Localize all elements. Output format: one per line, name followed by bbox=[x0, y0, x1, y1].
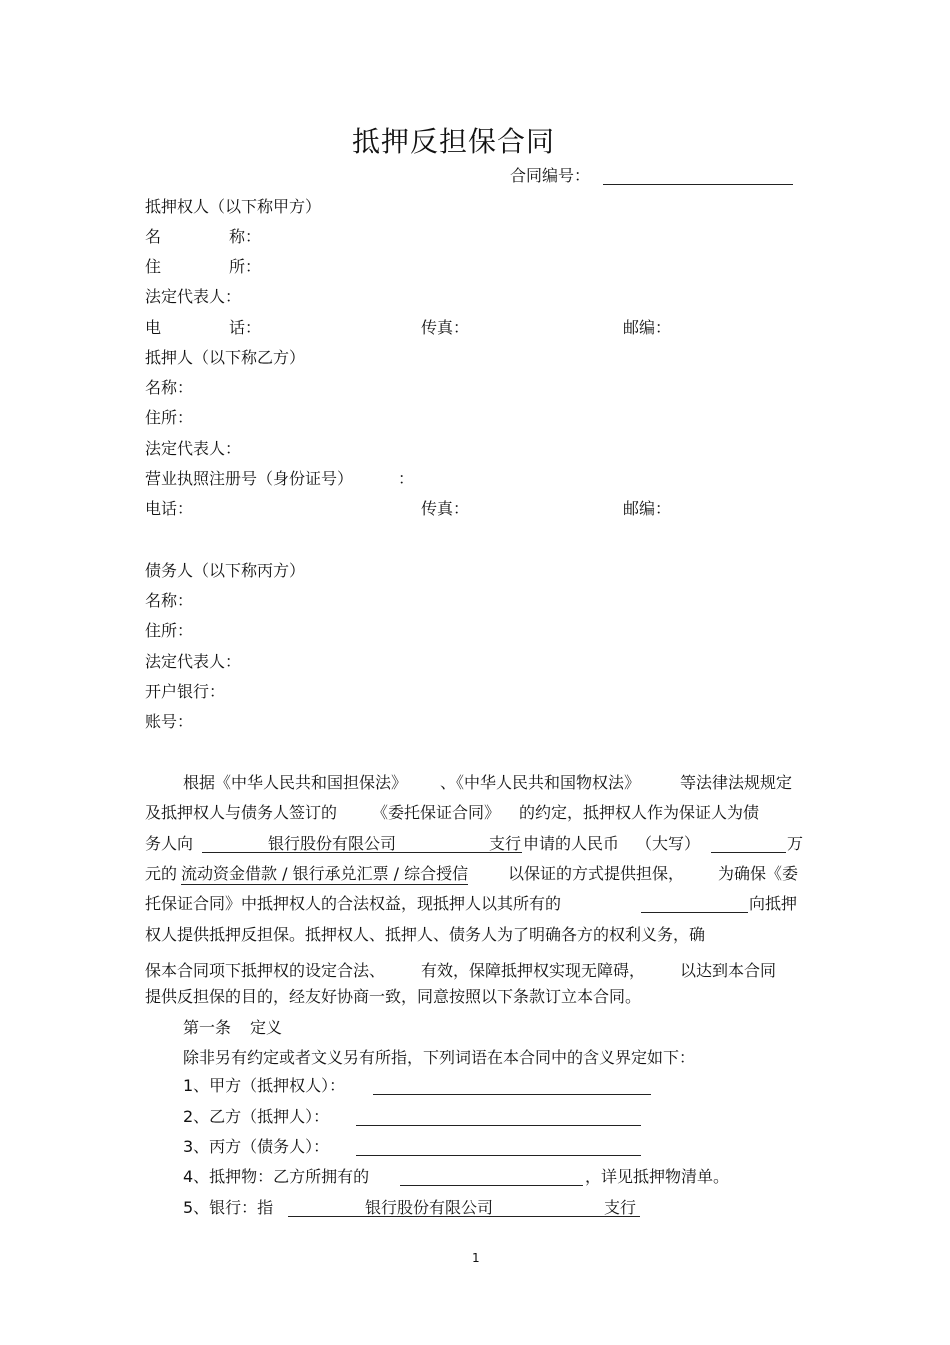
party-c-name-label: 名称： bbox=[145, 591, 194, 610]
preamble-line-4-c: 为确保《委 bbox=[718, 864, 799, 883]
party-b-representative-label: 法定代表人： bbox=[145, 439, 242, 458]
article-1-title: 定义 bbox=[250, 1018, 283, 1037]
contract-number-label: 合同编号： bbox=[510, 166, 591, 185]
party-c-representative-label: 法定代表人： bbox=[145, 652, 242, 671]
preamble-line-2-c: 的约定，抵押权人作为保证人为债 bbox=[519, 803, 760, 822]
preamble-line-1-b: 、《中华人民共和国物权法》 bbox=[440, 773, 641, 792]
party-b-license-colon: ： bbox=[398, 469, 415, 488]
credit-type-options: 流动资金借款 / 银行承兑汇票 / 综合授信 bbox=[181, 864, 469, 883]
party-a-zip-label: 邮编： bbox=[623, 318, 672, 337]
preamble-line-6: 权人提供抵押反担保。抵押权人、抵押人、债务人为了明确各方的权利义务，确 bbox=[145, 925, 706, 944]
definition-item-1: 1、甲方（抵押权人）： bbox=[183, 1076, 346, 1095]
definition-item-4-b: ，详见抵押物清单。 bbox=[585, 1167, 730, 1186]
lender-branch-label: 支行 bbox=[489, 834, 522, 853]
party-c-heading: 债务人（以下称丙方） bbox=[145, 561, 306, 580]
party-b-fax-label: 传真： bbox=[421, 499, 470, 518]
preamble-line-3-c: （大写） bbox=[636, 834, 701, 853]
preamble-line-4-a: 元的 bbox=[145, 864, 178, 883]
party-a-phone-label-2: 话： bbox=[229, 318, 262, 337]
preamble-line-7-a: 保本合同项下抵押权的设定合法、 bbox=[145, 961, 386, 980]
preamble-line-7-b: 有效，保障抵押权实现无障碍， bbox=[421, 961, 646, 980]
collateral-definition-field[interactable] bbox=[400, 1185, 583, 1186]
collateral-owner-field[interactable] bbox=[641, 912, 748, 913]
party-b-address-label: 住所： bbox=[145, 408, 194, 427]
amount-field[interactable] bbox=[711, 852, 786, 853]
party-b-license-label: 营业执照注册号（身份证号） bbox=[145, 469, 354, 488]
party-a-address-label-2: 所： bbox=[229, 257, 262, 276]
definition-item-5-a: 5、银行：指 bbox=[183, 1198, 274, 1217]
contract-number-field[interactable] bbox=[603, 184, 793, 185]
preamble-line-1-c: 等法律法规规定 bbox=[680, 773, 793, 792]
definition-item-2: 2、乙方（抵押人）： bbox=[183, 1107, 330, 1126]
preamble-line-2-a: 及抵押权人与债务人签订的 bbox=[145, 803, 338, 822]
definition-bank-name: 银行股份有限公司 bbox=[365, 1198, 494, 1217]
article-1-number: 第一条 bbox=[183, 1018, 232, 1037]
preamble-line-3-a: 务人向 bbox=[145, 834, 194, 853]
party-b-heading: 抵押人（以下称乙方） bbox=[145, 348, 306, 367]
party-a-address-label-1: 住 bbox=[145, 257, 162, 276]
definition-item-4-a: 4、抵押物：乙方所拥有的 bbox=[183, 1167, 370, 1186]
party-c-address-label: 住所： bbox=[145, 621, 194, 640]
party-b-definition-field[interactable] bbox=[356, 1125, 641, 1126]
preamble-line-1-a: 根据《中华人民共和国担保法》 bbox=[183, 773, 408, 792]
definition-item-3: 3、丙方（债务人）： bbox=[183, 1137, 330, 1156]
party-c-definition-field[interactable] bbox=[356, 1155, 641, 1156]
lender-bank-name: 银行股份有限公司 bbox=[268, 834, 397, 853]
party-a-definition-field[interactable] bbox=[373, 1094, 651, 1095]
party-a-name-label-1: 名 bbox=[145, 227, 162, 246]
party-b-zip-label: 邮编： bbox=[623, 499, 672, 518]
party-c-bank-label: 开户银行： bbox=[145, 682, 226, 701]
preamble-line-3-b: 申请的人民币 bbox=[523, 834, 620, 853]
preamble-line-3-d: 万 bbox=[787, 834, 804, 853]
party-a-heading: 抵押权人（以下称甲方） bbox=[145, 197, 322, 216]
document-title: 抵押反担保合同 bbox=[352, 125, 556, 158]
preamble-line-4-b: 以保证的方式提供担保， bbox=[508, 864, 685, 883]
article-1-intro: 除非另有约定或者文义另有所指，下列词语在本合同中的含义界定如下： bbox=[183, 1048, 696, 1067]
preamble-line-5-b: 向抵押 bbox=[749, 894, 798, 913]
party-b-name-label: 名称： bbox=[145, 378, 194, 397]
party-b-phone-label: 电话： bbox=[145, 499, 194, 518]
page-number: 1 bbox=[472, 1251, 480, 1265]
definition-branch-label: 支行 bbox=[604, 1198, 637, 1217]
party-a-name-label-2: 称： bbox=[229, 227, 262, 246]
preamble-line-7-c: 以达到本合同 bbox=[680, 961, 777, 980]
preamble-line-2-b: 《委托保证合同》 bbox=[372, 803, 501, 822]
preamble-line-8: 提供反担保的目的，经友好协商一致，同意按照以下条款订立本合同。 bbox=[145, 987, 642, 1006]
party-a-fax-label: 传真： bbox=[421, 318, 470, 337]
party-c-account-label: 账号： bbox=[145, 712, 194, 731]
party-a-representative-label: 法定代表人： bbox=[145, 287, 242, 306]
party-a-phone-label-1: 电 bbox=[145, 318, 162, 337]
preamble-line-5-a: 托保证合同》中抵押权人的合法权益，现抵押人以其所有的 bbox=[145, 894, 562, 913]
